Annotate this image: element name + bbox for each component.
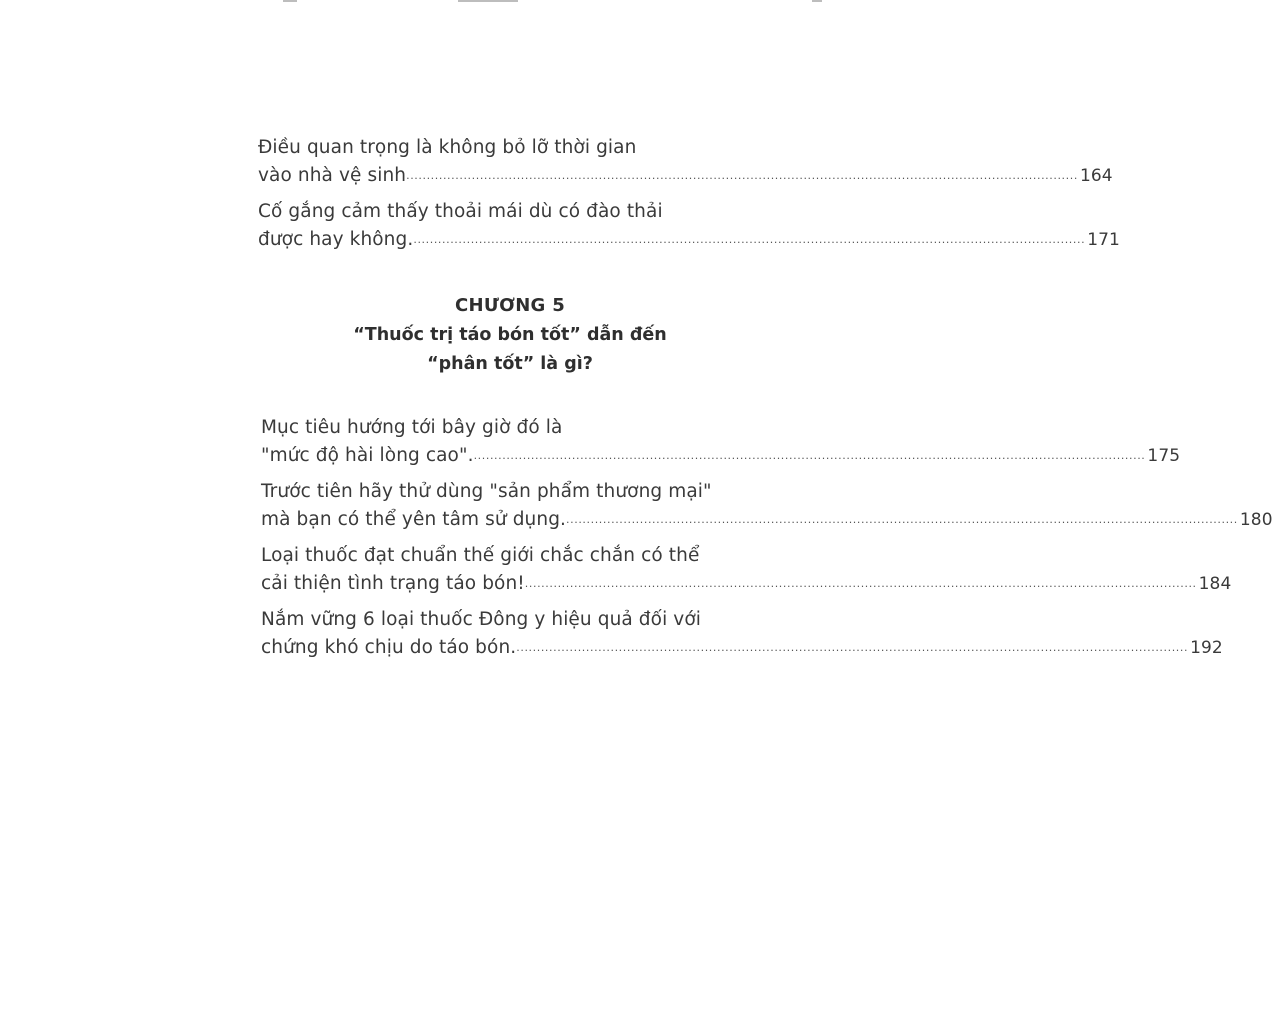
toc-entry[interactable] [261, 414, 1181, 472]
toc-entry[interactable] [261, 478, 1273, 536]
chapter-title-line1: “Thuốc trị táo bón tốt” dẫn đến [353, 325, 667, 345]
toc-entry-title-line2: chứng khó chịu do táo bón. [261, 637, 517, 658]
toc-page-number: 171 [1087, 230, 1120, 250]
dot-leader: .................................................................................................................................................................... [406, 169, 1078, 182]
toc-entry-title-line2: được hay không. [258, 229, 414, 250]
toc-entry-title-line2: "mức độ hài lòng cao". [261, 445, 474, 466]
toc-page-number: 192 [1190, 638, 1223, 658]
toc-entry[interactable] [261, 606, 1223, 664]
toc-page-number: 175 [1147, 446, 1181, 466]
toc-entry[interactable] [261, 542, 1232, 600]
chapter-title-line2: “phân tốt” là gì? [427, 354, 593, 374]
toc-page-number: 164 [1079, 166, 1113, 186]
toc-entry-title-line1: Trước tiên hãy thử dùng "sản phẩm thương mại" [261, 481, 712, 502]
toc-entry-title-line2: cải thiện tình trạng táo bón! [261, 573, 525, 594]
dot-leader: .................................................................................................................................................................... [566, 513, 1238, 526]
toc-entry-title-line1: Nắm vững 6 loại thuốc Đông y hiệu quả đối với [261, 609, 701, 630]
dot-leader: .................................................................................................................................................................... [413, 233, 1086, 246]
toc-entry-title-line2: mà bạn có thể yên tâm sử dụng. [261, 509, 567, 530]
dot-leader: .................................................................................................................................................................... [524, 577, 1197, 590]
toc-entry-title-line1: Mục tiêu hướng tới bây giờ đó là [261, 417, 563, 438]
dot-leader: .................................................................................................................................................................... [473, 449, 1146, 462]
toc-entry-title-line1: Loại thuốc đạt chuẩn thế giới chắc chắn có thể [261, 545, 700, 566]
top-edge-marks [0, 0, 1024, 4]
chapter-heading [300, 292, 720, 378]
dot-leader: .................................................................................................................................................................... [516, 641, 1189, 654]
toc-entry-title-line1: Cố gắng cảm thấy thoải mái dù có đào thải [258, 201, 663, 222]
toc-entry[interactable] [258, 134, 1113, 192]
toc-page-number: 184 [1198, 574, 1232, 594]
toc-entry-title-line2: vào nhà vệ sinh [258, 165, 407, 186]
toc-entry-title-line1: Điều quan trọng là không bỏ lỡ thời gian [258, 137, 637, 158]
chapter-label: CHƯƠNG 5 [454, 295, 566, 316]
toc-entry[interactable] [258, 198, 1120, 256]
toc-page-number: 180 [1239, 510, 1273, 530]
